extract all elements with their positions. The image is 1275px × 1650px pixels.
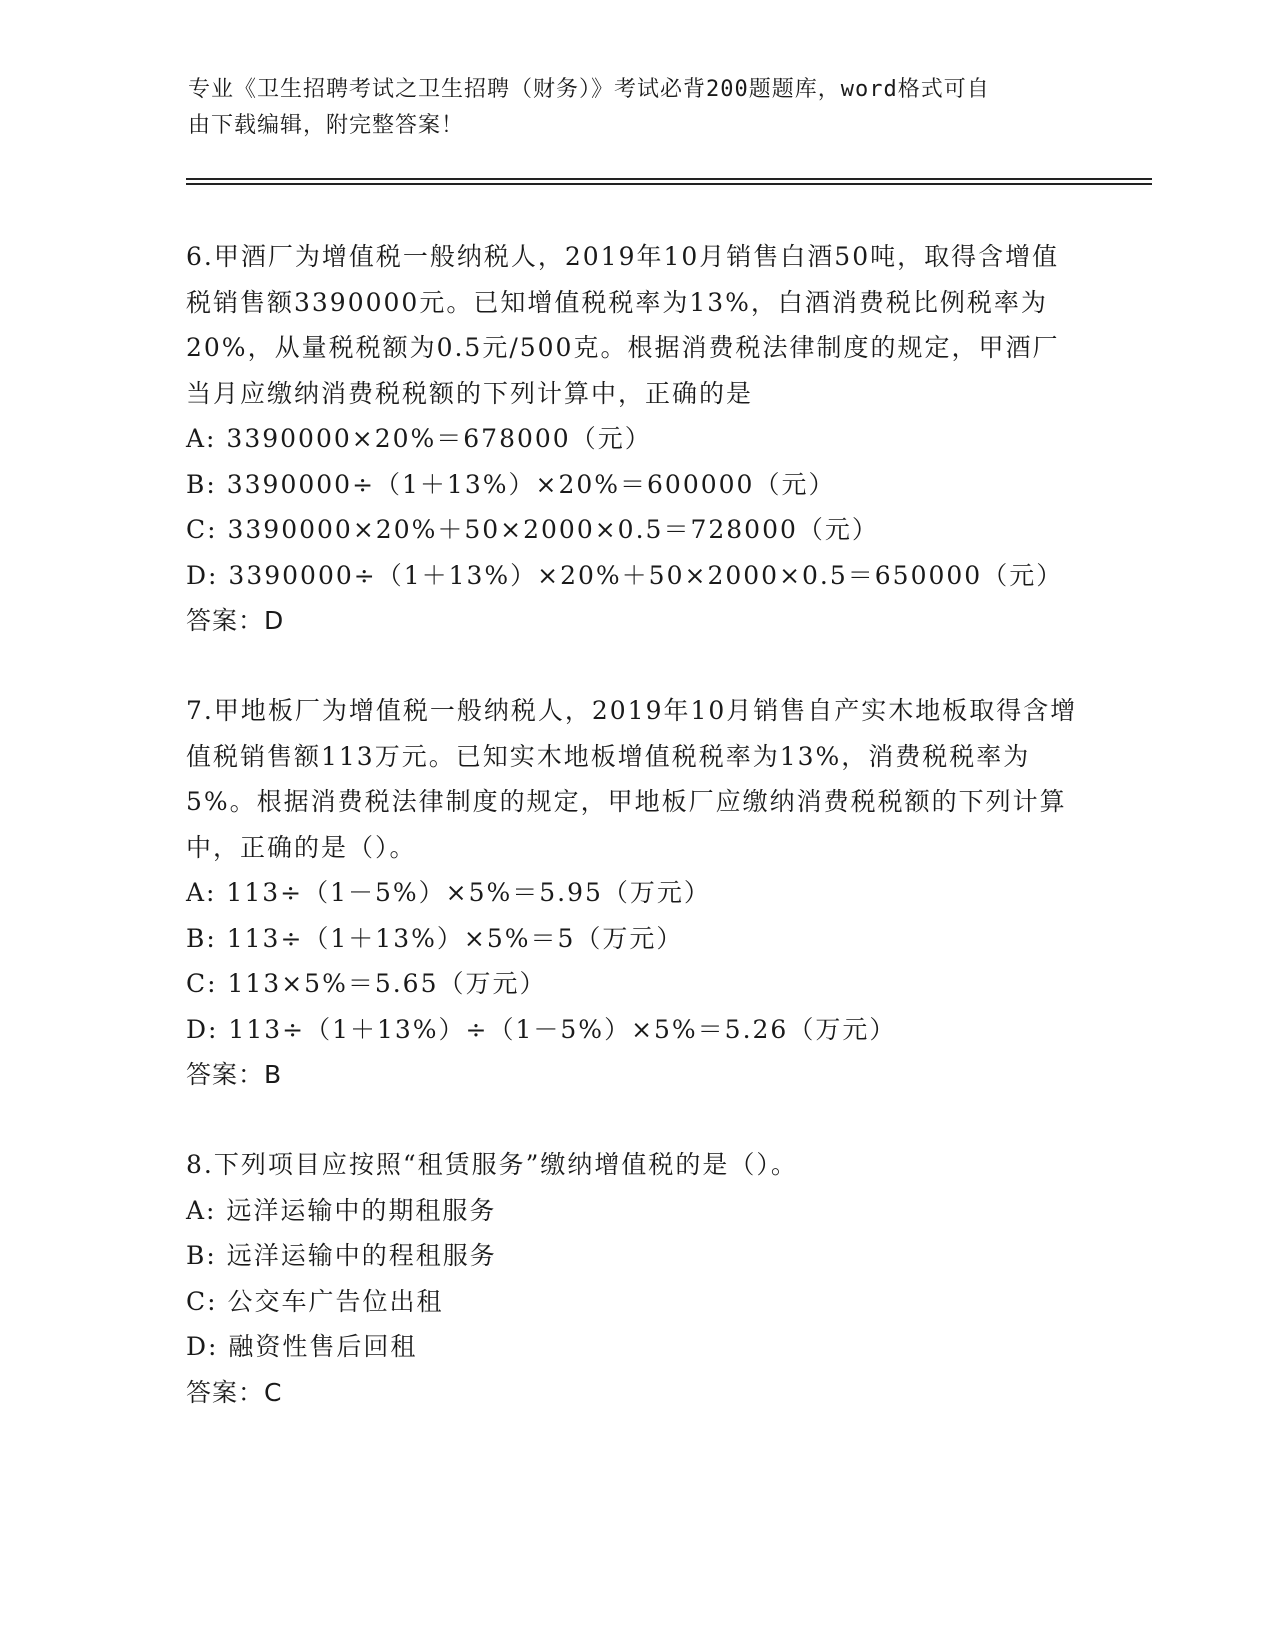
option-b: B: 113÷（1＋13%）×5%＝5（万元） — [186, 923, 684, 953]
option-d: D: 3390000÷（1＋13%）×20%＋50×2000×0.5＝650000（元） — [186, 560, 1064, 590]
question-stem: 6.甲酒厂为增值税一般纳税人，2019年10月销售白酒50吨，取得含增值税销售额3390000元。已知增值税税率为13%，白酒消费税比例税率为20%，从量税税额为0.5元/500克。根据消费税法律制度的规定，甲酒厂当月应缴纳消费税税额的下列计算中，正确的是 — [186, 242, 1060, 408]
option-c: C: 3390000×20%＋50×2000×0.5＝728000（元） — [186, 515, 879, 544]
question-stem: 8.下列项目应按照“租赁服务”缴纳增值税的是（）。 — [186, 1150, 798, 1179]
header-line-2: 由下载编辑，附完整答案！ — [188, 113, 465, 138]
question-7 — [186, 688, 1086, 1098]
option-a: A: 远洋运输中的期租服务 — [186, 1195, 497, 1225]
header-double-rule — [186, 178, 1152, 185]
document-header — [188, 72, 1068, 144]
option-a: A: 113÷（1－5%）×5%＝5.95（万元） — [186, 878, 711, 907]
question-stem: 7.甲地板厂为增值税一般纳税人，2019年10月销售自产实木地板取得含增值税销售额113万元。已知实木地板增值税税率为13%，消费税税率为5%。根据消费税法律制度的规定，甲地板厂应缴纳消费税税额的下列计算中，正确的是（）。 — [186, 696, 1078, 862]
option-d: D: 113÷（1＋13%）÷（1－5%）×5%＝5.26（万元） — [186, 1014, 897, 1044]
question-8 — [186, 1142, 1086, 1415]
answer-text: 答案：D — [186, 606, 285, 635]
answer-text: 答案：C — [186, 1377, 283, 1407]
option-b: B: 远洋运输中的程租服务 — [186, 1241, 497, 1270]
option-d: D: 融资性售后回租 — [186, 1332, 418, 1361]
option-c: C: 113×5%＝5.65（万元） — [186, 969, 547, 998]
option-a: A: 3390000×20%＝678000（元） — [186, 424, 652, 453]
option-c: C: 公交车广告位出租 — [186, 1286, 444, 1316]
question-6 — [186, 234, 1086, 644]
option-b: B: 3390000÷（1＋13%）×20%＝600000（元） — [186, 469, 836, 499]
header-line-1: 专业《卫生招聘考试之卫生招聘（财务）》考试必背200题题库，word格式可自 — [188, 77, 990, 102]
answer-text: 答案：B — [186, 1060, 283, 1089]
